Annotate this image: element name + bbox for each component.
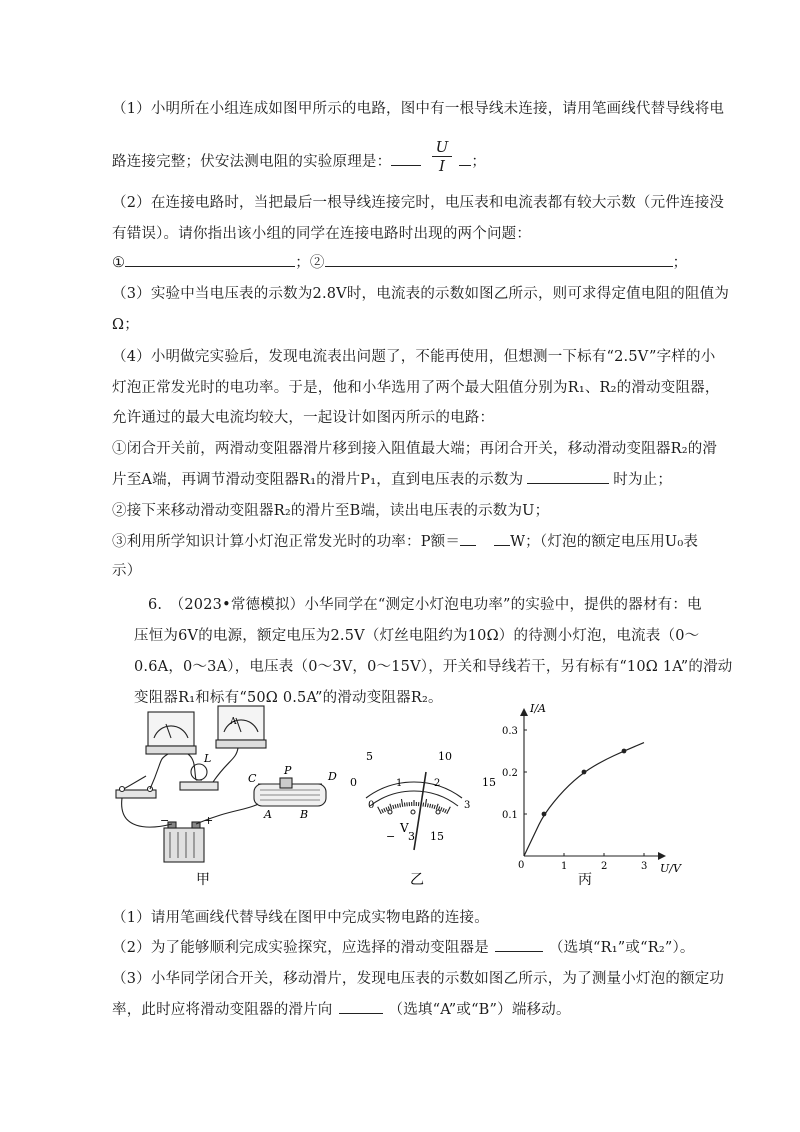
dial-tick (378, 807, 382, 814)
q5-part2-answers: ① ；② ； (112, 251, 687, 272)
dial-tick (425, 799, 426, 807)
dial-tick (443, 808, 445, 812)
data-point (582, 770, 587, 775)
dial-outer-0: 0 (350, 776, 357, 789)
fraction-numerator: U (435, 138, 449, 156)
dial-tick (401, 799, 402, 807)
q5-part4-line3: 允许通过的最大电流均较大，一起设计如图丙所示的电路： (112, 410, 495, 426)
q5-part3-line1: （3）实验中当电压表的示数为2.8V时，电流表的示数如图乙所示，则可求得定值电阻的阻值为 (112, 286, 730, 302)
terminal-15: 15 (430, 830, 444, 843)
dial-outer-5: 5 (366, 750, 373, 763)
q6-sub3-line1: （3）小华同学闭合开关，移动滑片，发现电压表的示数如图乙所示，为了测量小灯泡的额定功 (112, 971, 725, 987)
dial-tick (386, 807, 387, 811)
label-A: A (264, 808, 272, 821)
dial-outer-15: 15 (482, 776, 496, 789)
q5-step2: ②接下来移动滑动变阻器R₂的滑片至B端，读出电压表的示数为U； (112, 503, 550, 519)
ammeter-mark: A (230, 717, 237, 727)
lamp-icon (180, 764, 218, 790)
label-D: D (328, 770, 337, 783)
battery-plus: + (204, 814, 214, 827)
dial-tick (432, 804, 433, 808)
ammeter-icon (146, 712, 196, 754)
data-point (622, 749, 627, 754)
figure-jia-circuit (116, 706, 326, 862)
chart-xlabel: U/V (660, 862, 681, 875)
q5-step3-line2: 示） (112, 563, 142, 579)
q5-part4-line1: （4）小明做完实验后，发现电流表出问题了，不能再使用，但想测一下标有“2.5V”字样的小 (112, 349, 716, 365)
label-C: C (248, 772, 257, 785)
data-point (542, 812, 547, 817)
q5-part2-line2: 有错误）。请你指出该小组的同学在连接电路时出现的两个问题： (112, 226, 532, 242)
dial-tick (447, 807, 451, 814)
q6-sub3-line2: 率，此时应将滑动变阻器的滑片向 （选填“A”或“B”）端移动。 (112, 998, 571, 1019)
switch-icon (116, 776, 156, 798)
dial-tick (393, 805, 394, 809)
dial-unit: V (400, 821, 409, 835)
q6-sub2: （2）为了能够顺利完成实验探究，应选择的滑动变阻器是 （选填“R₁”或“R₂”）。 (112, 936, 695, 957)
q6-stem-line3: 0.6A，0～3A），电压表（0～3V，0～15V），开关和导线若干，另有标有“10Ω 1A”的滑动 (134, 659, 733, 675)
q6-stem-line2: 压恒为6V的电源，额定电压为2.5V（灯丝电阻约为10Ω）的待测小灯泡，电流表（0～ (134, 628, 700, 644)
battery-icon (164, 822, 204, 862)
dial-tick (382, 809, 384, 813)
figure-bing-label: 丙 (578, 872, 592, 888)
chart-ylabel: I/A (530, 702, 546, 715)
battery-minus: − (160, 814, 170, 827)
q6-figures (108, 700, 688, 890)
ohms-law-fraction (430, 138, 454, 175)
y-tick-label: 0.3 (502, 726, 518, 737)
dial-tick (430, 804, 431, 808)
terminal-3: 3 (408, 830, 415, 843)
dial-tick (397, 804, 398, 808)
figure-yi-label: 乙 (410, 872, 424, 888)
terminal-minus: − (386, 830, 396, 843)
dial-inner-0: 0 (368, 800, 375, 811)
label-P: P (284, 764, 292, 777)
dial-tick (404, 803, 405, 807)
dial-tick (441, 807, 442, 811)
dial-tick (445, 809, 447, 813)
x-tick-label: 1 (561, 861, 568, 872)
dial-needle (414, 772, 426, 850)
x-tick-label: 3 (641, 861, 648, 872)
q5-part2-line1: （2）在连接电路时，当把最后一根导线连接完时，电压表和电流表都有较大示数（元件连接没 (112, 195, 725, 211)
q5-step3-line1: ③利用所学知识计算小灯泡正常发光时的功率：P额＝ W；（灯泡的额定电压用U₀表 (112, 530, 698, 551)
dial-tick (423, 803, 424, 807)
chart-origin-label: 0 (518, 860, 525, 871)
q5-step1-line1: ①闭合开关前，两滑动变阻器滑片移到接入阻值最大端；再闭合开关，移动滑动变阻器R₂的滑 (112, 441, 718, 457)
dial-tick (400, 803, 401, 807)
dial-inner-2: 2 (434, 778, 441, 789)
q5-part3-line2: Ω； (112, 317, 139, 333)
y-tick-label: 0.1 (502, 810, 518, 821)
q6-stem-line1: 6. （2023•常德模拟）小华同学在“测定小灯泡电功率”的实验中，提供的器材有：电 (148, 597, 702, 613)
dial-tick (436, 804, 438, 810)
dial-tick (390, 804, 392, 810)
fraction-denominator: I (439, 157, 445, 175)
dial-tick (395, 804, 396, 808)
voltmeter-icon (216, 706, 266, 748)
figure-bing-chart (502, 702, 682, 875)
dial-outer-10: 10 (438, 750, 452, 763)
y-tick-label: 0.2 (502, 768, 518, 779)
dial-inner-3: 3 (464, 800, 471, 811)
q5-part1-line1: （1）小明所在小组连成如图甲所示的电路，图中有一根导线未连接，请用笔画线代替导线将电 (112, 101, 725, 117)
label-L: L (204, 752, 212, 765)
q6-sub1: （1）请用笔画线代替导线在图甲中完成实物电路的连接。 (112, 910, 489, 926)
dial-tick (427, 803, 428, 807)
q5-part1-line2: 路连接完整；伏安法测电阻的实验原理是： ； (112, 150, 486, 171)
dial-inner-1: 1 (396, 778, 403, 789)
x-tick-label: 2 (601, 861, 608, 872)
iu-curve (524, 743, 644, 856)
dial-tick (384, 808, 386, 812)
label-B: B (300, 808, 309, 821)
q5-step1-line2: 片至A端，再调节滑动变阻器R₁的滑片P₁，直到电压表的示数为 时为止； (112, 468, 672, 489)
dial-tick (434, 805, 435, 809)
q6-stem-line4: 变阻器R₁和标有“50Ω 0.5A”的滑动变阻器R₂。 (134, 690, 443, 706)
figure-jia-label: 甲 (196, 872, 210, 888)
rheostat-icon (254, 778, 326, 806)
q5-part4-line2: 灯泡正常发光时的电功率。于是，他和小华选用了两个最大阻值分别为R₁、R₂的滑动变阻器， (112, 380, 720, 396)
